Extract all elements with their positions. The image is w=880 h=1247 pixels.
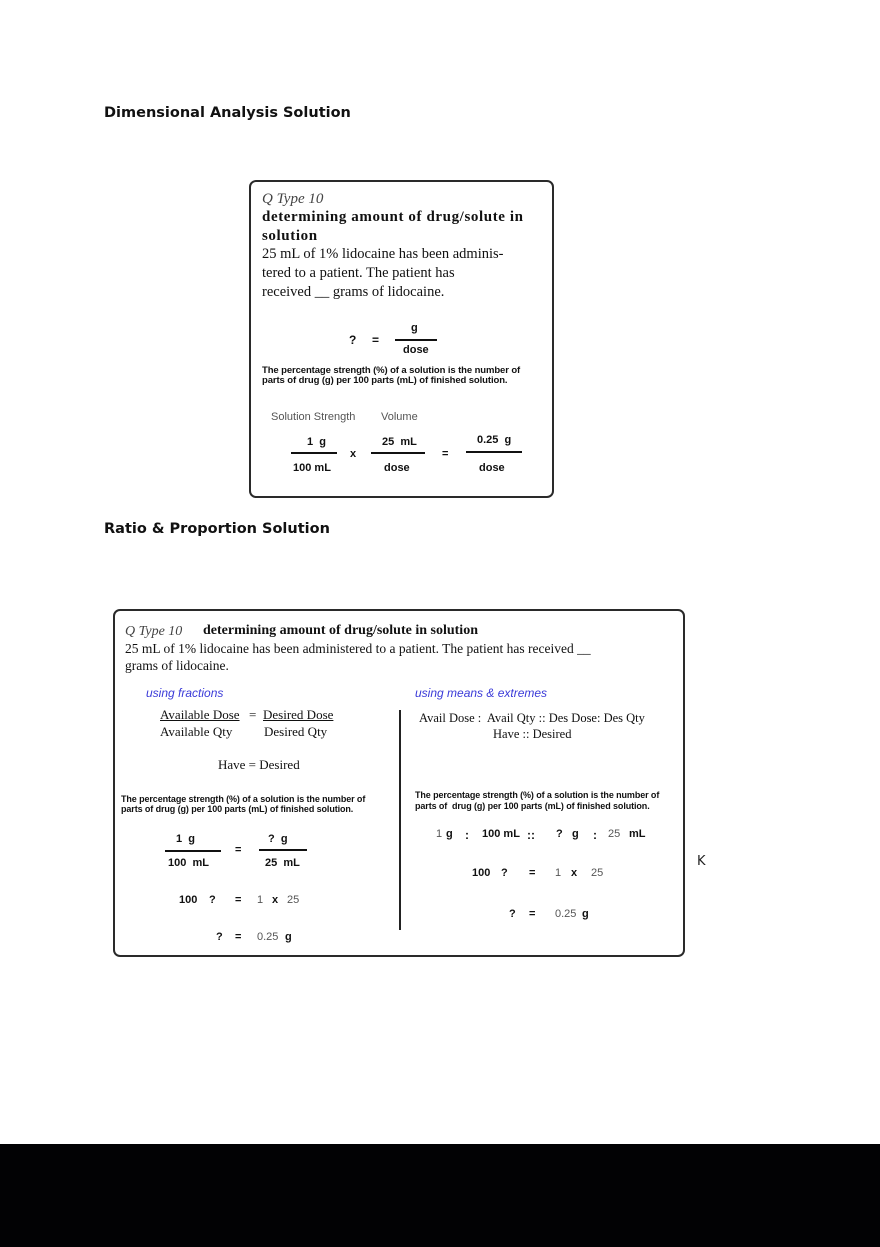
formula-desired-qty: Desired Qty xyxy=(264,724,328,739)
prop-d: 25 xyxy=(608,828,621,840)
problem-line1: 25 mL of 1% lidocaine has been administered to a patient. The patient has received __ xyxy=(125,641,591,656)
step2-eq: = xyxy=(235,931,242,943)
formula-line2: Have :: Desired xyxy=(493,727,572,741)
f2-numerator: 25 mL xyxy=(382,436,417,448)
equals-sign: = xyxy=(235,844,242,856)
column-divider xyxy=(399,710,401,930)
definition-line2: parts of drug (g) per 100 parts (mL) of finished solution. xyxy=(415,801,650,811)
bottom-black-bar xyxy=(0,1144,880,1247)
step1-a: 100 xyxy=(472,867,491,879)
setup-equals: = xyxy=(372,333,380,347)
step1-b: ? xyxy=(209,894,216,906)
prop-d-unit: mL xyxy=(629,828,646,840)
using-means-extremes-label: using means & extremes xyxy=(415,686,548,700)
definition-line1: The percentage strength (%) of a solution is the number of xyxy=(121,794,366,804)
fraction-line xyxy=(466,451,522,453)
step1-b: ? xyxy=(501,867,508,879)
step2-val: 0.25 xyxy=(257,931,279,943)
step1-d: 25 xyxy=(591,867,604,879)
label-volume: Volume xyxy=(381,411,418,423)
formula-available-qty: Available Qty xyxy=(160,724,233,739)
using-fractions-label: using fractions xyxy=(146,686,224,700)
prop-b: 100 mL xyxy=(482,828,520,840)
prop-c: ? xyxy=(556,828,563,840)
dimensional-analysis-heading: Dimensional Analysis Solution xyxy=(104,105,351,121)
f1-denominator: 100 mL xyxy=(293,462,331,474)
setup-denominator: dose xyxy=(403,344,429,356)
prop-double-colon: :: xyxy=(527,828,535,842)
formula-available-dose: Available Dose xyxy=(160,707,240,722)
step1-x: x xyxy=(571,867,578,879)
step2-eq: = xyxy=(529,908,536,920)
step2-q: ? xyxy=(216,931,223,943)
setup-numerator: g xyxy=(411,322,418,334)
step1-a: 100 xyxy=(179,894,198,906)
question-title-line1: determining amount of drug/solute in xyxy=(262,209,524,225)
step2-q: ? xyxy=(509,908,516,920)
f2-numerator: ? g xyxy=(268,833,288,845)
f1-denominator: 100 mL xyxy=(168,857,209,869)
problem-line2: tered to a patient. The patient has xyxy=(262,265,455,281)
fraction-line xyxy=(165,850,221,852)
step1-eq: = xyxy=(235,894,242,906)
definition-line2: parts of drug (g) per 100 parts (mL) of finished solution. xyxy=(121,804,354,814)
label-solution-strength: Solution Strength xyxy=(271,411,356,423)
problem-line1: 25 mL of 1% lidocaine has been adminis- xyxy=(262,246,504,262)
side-mark: K xyxy=(697,854,706,869)
times-sign: x xyxy=(350,448,357,460)
prop-a: 1 xyxy=(436,828,443,840)
definition-line1: The percentage strength (%) of a solution is the number of xyxy=(415,790,660,800)
dimensional-analysis-card xyxy=(249,180,554,498)
f1-numerator: 1 g xyxy=(176,833,195,845)
fraction-line xyxy=(259,849,307,851)
step1-d: 25 xyxy=(287,894,300,906)
have-equals-desired: Have = Desired xyxy=(218,757,300,772)
f3-denominator: dose xyxy=(479,462,505,474)
f2-denominator: dose xyxy=(384,462,410,474)
f1-numerator: 1 g xyxy=(307,436,326,448)
step1-x: x xyxy=(272,894,279,906)
f3-numerator: 0.25 g xyxy=(477,434,512,446)
step2-unit: g xyxy=(582,908,589,920)
prop-c-unit: g xyxy=(572,828,579,840)
qtype-label: Q Type 10 xyxy=(262,191,324,207)
fraction-line xyxy=(371,452,425,454)
problem-line2: grams of lidocaine. xyxy=(125,658,229,673)
formula-line1: Avail Dose : Avail Qty :: Des Dose: Des Qty xyxy=(419,711,645,725)
definition-line2: parts of drug (g) per 100 parts (mL) of finished solution. xyxy=(262,375,508,386)
step2-unit: g xyxy=(285,931,292,943)
step1-c: 1 xyxy=(555,867,562,879)
ratio-proportion-card xyxy=(113,609,685,957)
f2-denominator: 25 mL xyxy=(265,857,300,869)
definition-line1: The percentage strength (%) of a solution is the number of xyxy=(262,365,521,376)
fraction-line xyxy=(291,452,337,454)
problem-line3: received __ grams of lidocaine. xyxy=(262,284,445,300)
fraction-line xyxy=(395,339,437,341)
step1-eq: = xyxy=(529,867,536,879)
question-title: determining amount of drug/solute in solution xyxy=(203,623,478,638)
prop-colon2: : xyxy=(593,828,597,842)
setup-unknown: ? xyxy=(349,333,357,347)
formula-equals: = xyxy=(249,707,257,722)
equals-sign: = xyxy=(442,448,449,460)
prop-a-unit: g xyxy=(446,828,453,840)
step2-val: 0.25 xyxy=(555,908,577,920)
ratio-proportion-heading: Ratio & Proportion Solution xyxy=(104,521,330,537)
step1-c: 1 xyxy=(257,894,264,906)
prop-colon1: : xyxy=(465,828,469,842)
question-title-line2: solution xyxy=(262,228,318,244)
formula-desired-dose: Desired Dose xyxy=(263,707,334,722)
qtype-label: Q Type 10 xyxy=(125,624,183,639)
